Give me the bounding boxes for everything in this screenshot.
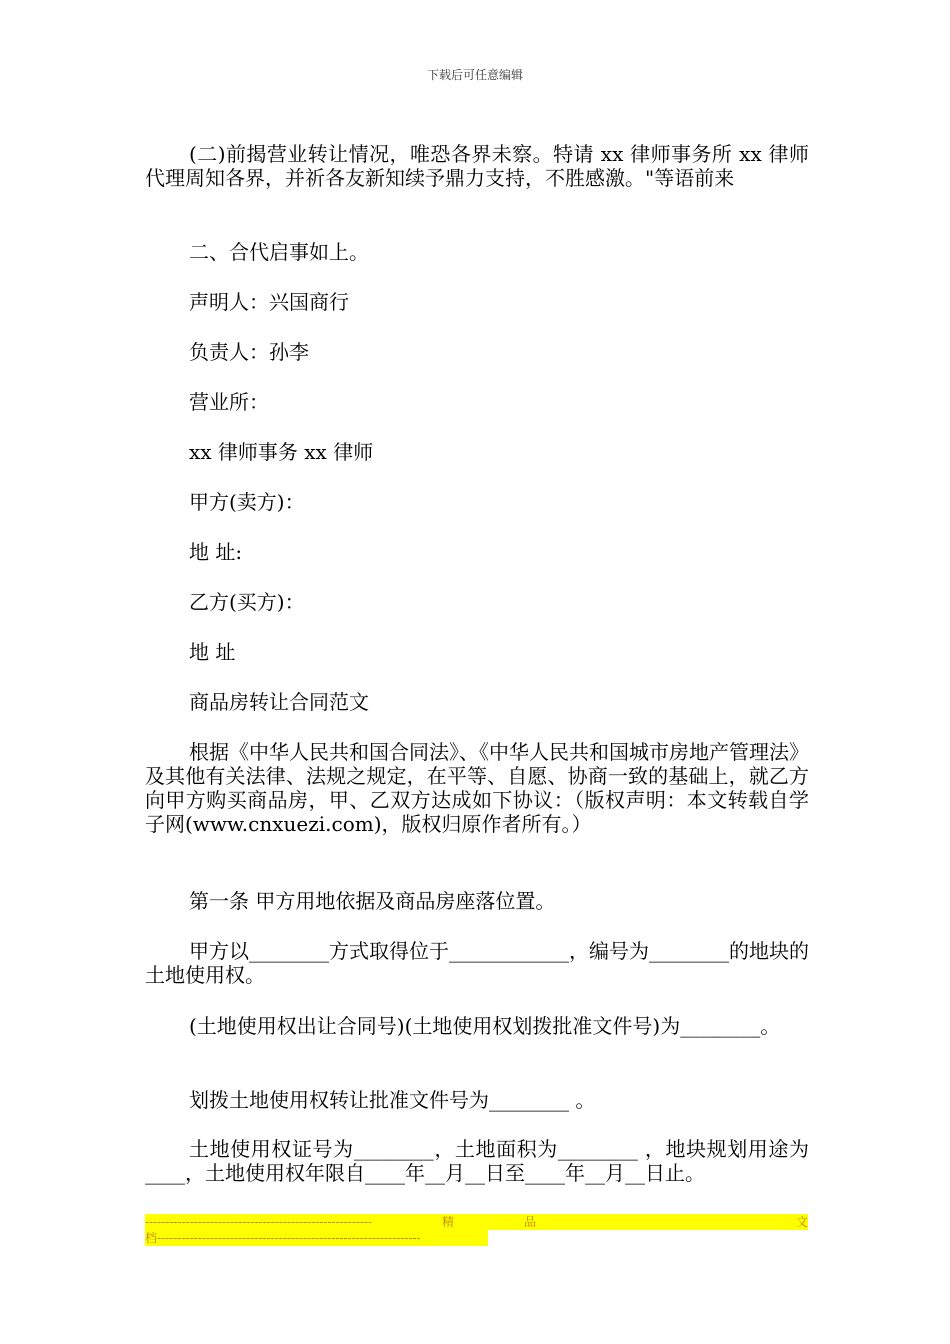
responsible-person-line: 负责人：孙李 — [189, 340, 309, 364]
contract-title: 商品房转让合同范文 — [189, 690, 369, 714]
article-one-heading: 第一条 甲方用地依据及商品房座落位置。 — [189, 889, 556, 913]
declarant-line: 声明人：兴国商行 — [189, 290, 349, 314]
party-a-address-line: 地 址: — [189, 540, 243, 564]
business-office-line: 营业所： — [189, 390, 269, 414]
party-b-line: 乙方(买方)： — [189, 590, 305, 614]
paragraph-approval-number: 划拨土地使用权转让批准文件号为________ 。 — [189, 1088, 596, 1112]
footer-banner — [145, 1214, 808, 1246]
party-a-line: 甲方(卖方)： — [189, 490, 305, 514]
footer-dashes: -------------------------------------------------------- — [145, 1215, 373, 1229]
paragraph-contract-number: (土地使用权出让合同号)(土地使用权划拨批准文件号)为________。 — [189, 1014, 781, 1038]
paragraph-certificate: 土地使用权证号为________，土地面积为________ ，地块规划用途为____，土地使用权年限自____年__月__日至____年__月__日止。 — [145, 1137, 809, 1185]
footer-row-2: 档----------------------------------------------------------------- — [145, 1230, 488, 1246]
footer-row-1 — [145, 1214, 808, 1230]
party-b-address-line: 地 址 — [189, 640, 236, 664]
paragraph-preamble: 根据《中华人民共和国合同法》、《中华人民共和国城市房地产管理法》及其他有关法律、法规之规定，在平等、自愿、协商一致的基础上，就乙方向甲方购买商品房，甲、乙双方达成如下协议：（版权声明：本文转载自学子网(www.cnxuezi.com)，版权归原作者所有。） — [145, 740, 809, 836]
footer-word-1: 精 — [442, 1215, 455, 1229]
law-firm-line: xx 律师事务 xx 律师 — [189, 440, 374, 464]
paragraph-section-two: 二、合代启事如上。 — [189, 240, 369, 264]
paragraph-announcement: (二)前揭营业转让情况，唯恐各界未察。特请 xx 律师事务所 xx 律师代理周知各界，并祈各友新知续予鼎力支持，不胜感激。"等语前来 — [145, 142, 809, 190]
paragraph-land-acquisition: 甲方以________方式取得位于____________，编号为________的地块的土地使用权。 — [145, 939, 809, 987]
header-note: 下载后可任意编辑 — [426, 68, 523, 82]
footer-word-3: 文 — [795, 1215, 808, 1229]
footer-word-2: 品 — [524, 1215, 537, 1229]
